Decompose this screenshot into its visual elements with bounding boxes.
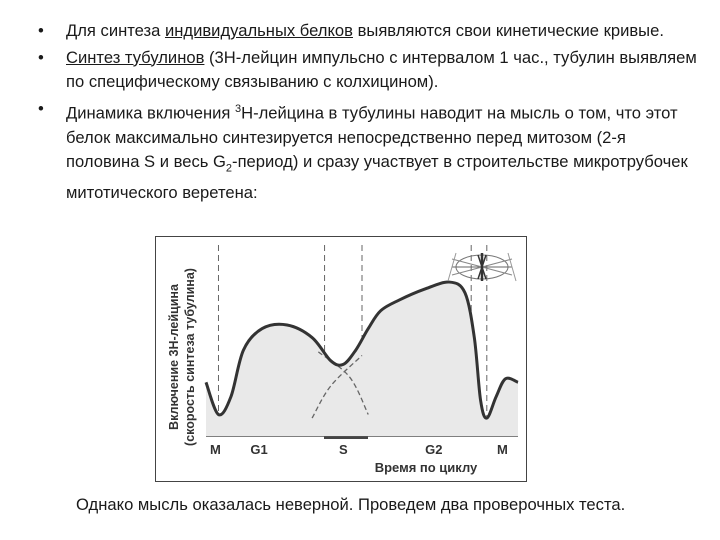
bullet-3-rest: -период) и сразу участвует в строительстве микротрубочек митотического веретена:	[66, 152, 688, 202]
conclusion-text: Однако мысль оказалась неверной. Проведем два проверочных теста.	[76, 495, 626, 514]
bullet-3-prefix: Динамика включения	[66, 103, 235, 123]
phase-label-g2: G2	[425, 442, 443, 457]
y-axis-label-line2: (скорость синтеза тубулина)	[183, 268, 197, 446]
phase-label-g1: G1	[250, 442, 268, 457]
bullet-2-underlined: Синтез тубулинов	[66, 47, 205, 67]
phase-label-m: M	[496, 442, 508, 457]
bullet-marker: •	[38, 21, 44, 40]
bullet-1-rest: выявляются свои кинетические кривые.	[352, 21, 664, 40]
bullet-list	[38, 19, 698, 207]
bullet-item-2	[38, 46, 698, 95]
bullet-3-subscript: 2	[225, 162, 233, 175]
bullet-item-3	[38, 97, 698, 206]
synthesis-curve-chart	[156, 237, 526, 481]
bullet-3-middle: Н-лейцина в тубулины наводит на мысль о том, что этот белок максимально синтезируется непосредственно перед митозом (2-я половина S и весь G	[66, 103, 678, 172]
bullet-1-prefix: Для синтеза	[66, 21, 165, 40]
bullet-1-underlined: индивидуальных белков	[164, 21, 353, 40]
bullet-2-rest: (3Н-лейцин импульсно с интервалом 1 час., тубулин выявляем по специфическому связыванию с колхицином).	[66, 47, 697, 91]
x-axis-label: Время по циклу	[374, 460, 478, 475]
bullet-3-superscript: 3	[234, 102, 242, 115]
y-axis-label-line1: Включение 3Н-лейцина	[167, 284, 181, 430]
y-axis-label	[167, 268, 197, 446]
phase-label-m: M	[209, 442, 221, 457]
bullet-item-1	[38, 19, 698, 44]
bullet-marker: •	[38, 47, 44, 67]
mitotic-spindle-icon	[448, 253, 516, 281]
synthesis-curve-figure	[155, 236, 527, 482]
phase-label-s: S	[338, 442, 348, 457]
bullet-marker: •	[38, 98, 44, 118]
